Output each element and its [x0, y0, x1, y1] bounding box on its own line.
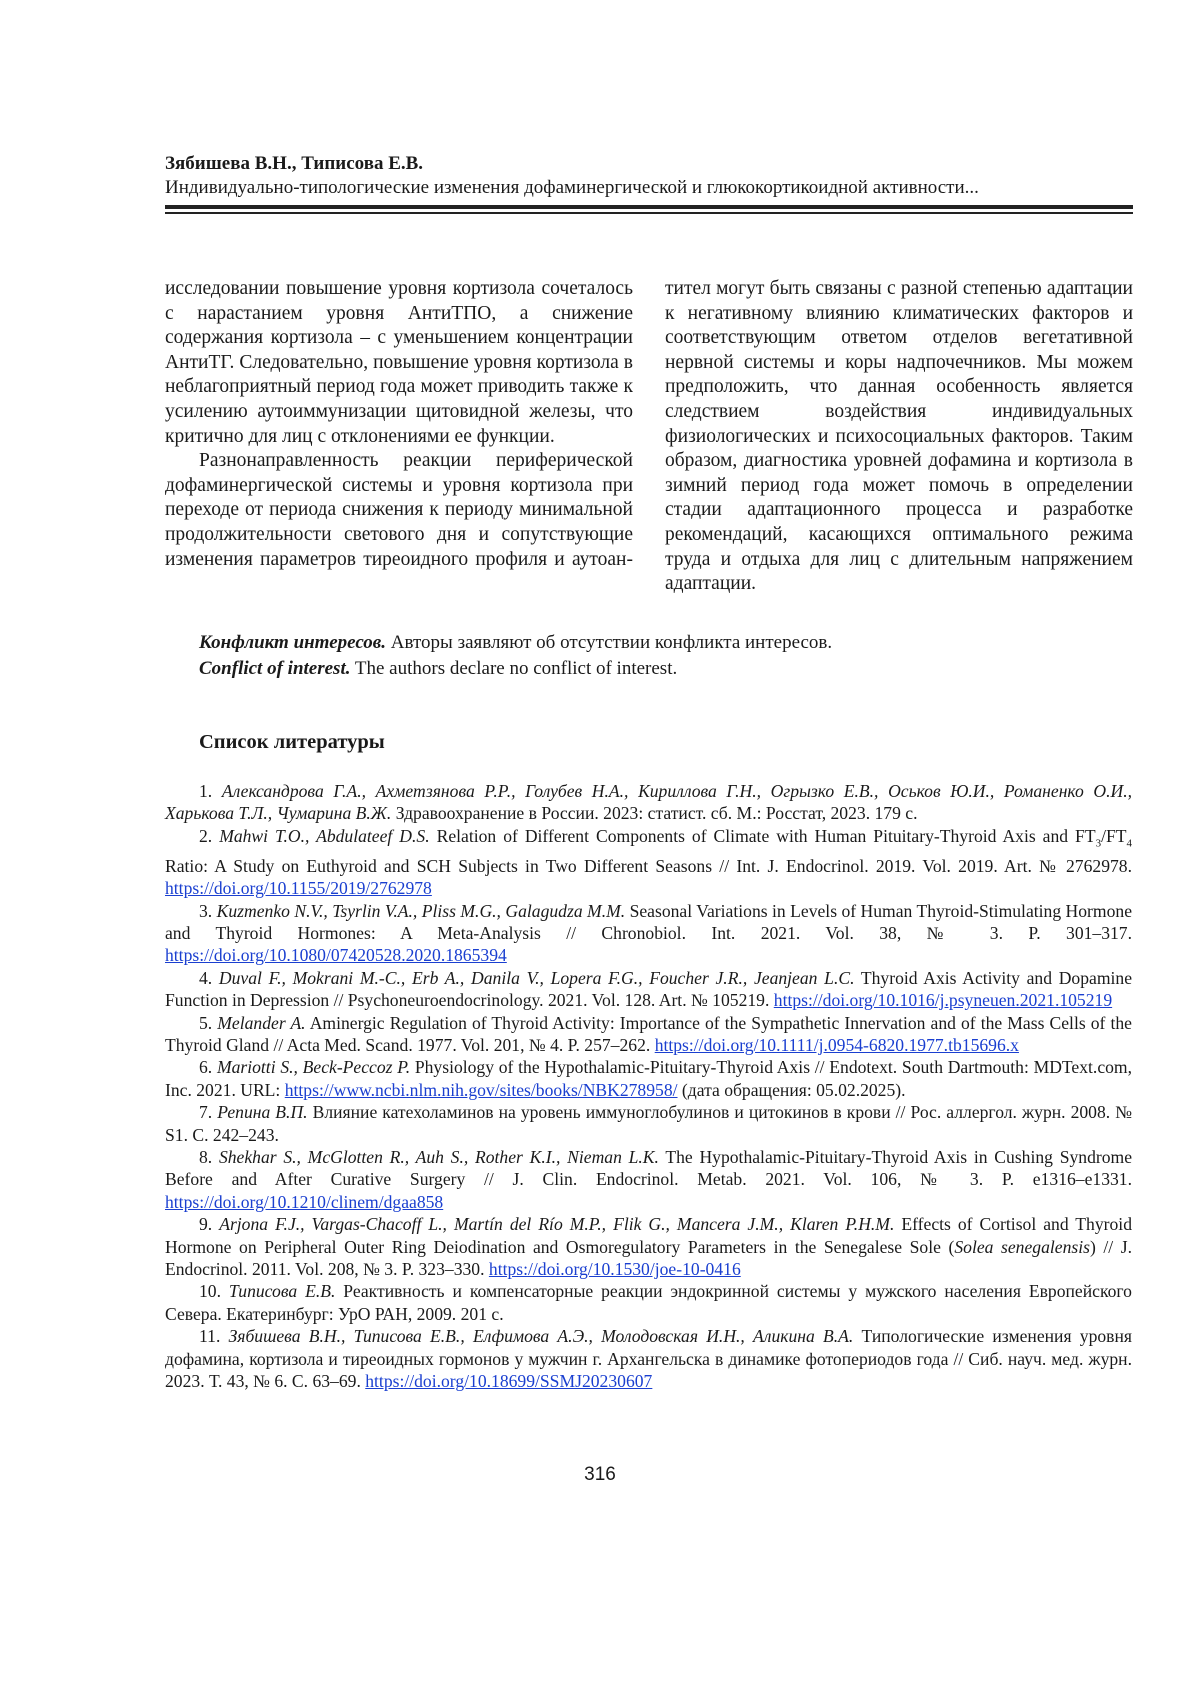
conflict-en	[199, 656, 677, 681]
reference-item	[165, 967, 1132, 1012]
reference-text: 10.	[199, 1281, 229, 1301]
reference-text: Aminergic Regulation of Thyroid Activity: Importance of the Sympathetic Innervation and of the Mass Cells of the Thyroid Gland // Acta Med. Scand. 1977. Vol. 201, № 4. P. 257–262.	[165, 1013, 1132, 1055]
reference-text: ) // J. Endocrinol. 2011. Vol. 208, № 3. P. 323–330.	[165, 1237, 1132, 1279]
reference-text: 9.	[199, 1214, 219, 1234]
reference-text: (дата обращения: 05.02.2025).	[678, 1080, 906, 1100]
reference-authors: Melander A.	[217, 1013, 305, 1033]
reference-text: 5.	[199, 1013, 217, 1033]
reference-text: Relation of Different Components of Climate with Human Pituitary-Thyroid Axis and FT	[430, 826, 1096, 846]
reference-authors: Solea senegalensis	[954, 1237, 1090, 1257]
reference-text: 11.	[199, 1326, 229, 1346]
reference-text: Seasonal Variations in Levels of Human Thyroid-Stimulating Hormone and Thyroid Hormones: A Meta-Analysis // Chronobiol. Int. 2021. Vol. 38, № 3. P. 301–317.	[165, 901, 1132, 943]
reference-text: 2.	[199, 826, 219, 846]
reference-authors: Kuzmenko N.V., Tsyrlin V.A., Pliss M.G., Galagudza M.M.	[217, 901, 626, 921]
conflict-en-text: The authors declare no conflict of interest.	[350, 658, 677, 679]
reference-text: Thyroid Axis Activity and Dopamine Function in Depression // Psychoneuroendocrinology. 2021. Vol. 128. Art. № 105219.	[165, 968, 1132, 1010]
body-paragraph: тител могут быть связаны с разной степенью адаптации к негативному влиянию климатических факторов и соответствующим ответом отделов вегетативной нервной системы и коры надпочечников. Мы можем предположить, что данная особенность является следствием воздействия индивидуальных физиологических и психосоциальных факторов. Таким образом, диагностика уровней дофамина и кортизола в зимний период года может помочь в определении стадии адаптационного процесса и разработке рекомендаций, касающихся оптимального режима труда и отдыха для лиц с длительным напряжением адаптации.	[665, 277, 1133, 597]
reference-authors: Репина В.П.	[217, 1102, 307, 1122]
reference-text: 8.	[199, 1147, 219, 1167]
reference-item	[165, 1325, 1132, 1392]
reference-authors: Александрова Г.А., Ахметзянова Р.Р., Голубев Н.А., Кириллова Г.Н., Огрызко Е.В., Оськов Ю.И., Романенко О.И., Харькова Т.Л., Чумарина В.Ж.	[165, 781, 1132, 823]
conflict-en-label: Conflict of interest.	[199, 658, 350, 679]
conflict-ru-text: Авторы заявляют об отсутствии конфликта интересов.	[386, 632, 832, 653]
reference-text: /FT	[1101, 826, 1126, 846]
reference-authors: Mariotti S., Beck-Peccoz P.	[217, 1057, 410, 1077]
reference-text: 6.	[199, 1057, 217, 1077]
reference-item	[165, 1101, 1132, 1146]
reference-item	[165, 1146, 1132, 1213]
reference-text: 7.	[199, 1102, 217, 1122]
reference-link[interactable]: https://doi.org/10.1155/2019/2762978	[165, 878, 432, 898]
body-paragraph: исследовании повышение уровня кортизола сочеталось с нарастанием уровня АнтиТПО, а снижение содержания кортизола – с уменьшением концентрации АнтиТГ. Следовательно, повышение уровня кортизола в неблагоприятный период года может приводить также к усилению аутоиммунизации щитовидной железы, что критично для лиц с отклонениями ее функции.	[165, 277, 633, 449]
reference-link[interactable]: https://doi.org/10.1210/clinem/dgaa858	[165, 1192, 443, 1212]
reference-item	[165, 825, 1132, 900]
reference-link[interactable]: https://doi.org/10.1016/j.psyneuen.2021.105219	[774, 990, 1112, 1010]
reference-link[interactable]: https://doi.org/10.18699/SSMJ20230607	[365, 1371, 652, 1391]
reference-item	[165, 1012, 1132, 1057]
reference-text: Реактивность и компенсаторные реакции эндокринной системы у мужского населения Европейского Севера. Екатеринбург: УрО РАН, 2009. 201 с.	[165, 1281, 1132, 1323]
reference-authors: Duval F., Mokrani M.-C., Erb A., Danila V., Lopera F.G., Foucher J.R., Jeanjean L.C.	[219, 968, 855, 988]
reference-item	[165, 900, 1132, 967]
header-rule-thin	[165, 212, 1133, 214]
body-paragraph: Разнонаправленность реакции периферической дофаминергической системы и уровня кортизола при переходе от периода снижения к периоду минимальной продолжительности светового дня и сопутствующие изменения параметров тиреоидного профиля и аутоан-	[165, 449, 633, 572]
subscript: 4	[1127, 837, 1133, 849]
subscript: 3	[1096, 837, 1102, 849]
references-heading: Список литературы	[199, 731, 385, 754]
page-number: 316	[0, 1464, 1200, 1486]
reference-text: Effects of Cortisol and Thyroid Hormone on Peripheral Outer Ring Deiodination and Osmoregulatory Parameters in the Senegalese Sole (	[165, 1214, 1132, 1256]
left-column	[165, 277, 633, 572]
reference-item	[165, 1213, 1132, 1280]
conflict-ru-label: Конфликт интересов.	[199, 632, 386, 653]
reference-text: 4.	[199, 968, 219, 988]
running-header	[165, 152, 1133, 200]
reference-authors: Shekhar S., McGlotten R., Auh S., Rother K.I., Nieman L.K.	[219, 1147, 659, 1167]
reference-authors: Типисова Е.В.	[229, 1281, 335, 1301]
reference-item	[165, 1280, 1132, 1325]
references-list	[165, 780, 1132, 1392]
reference-text: Physiology of the Hypothalamic-Pituitary-Thyroid Axis // Endotext. South Dartmouth: MDText.com, Inc. 2021. URL:	[165, 1057, 1132, 1099]
conflict-ru	[199, 630, 832, 655]
header-rule-thick	[165, 205, 1133, 209]
reference-text: Здравоохранение в России. 2023: статист. сб. М.: Росстат, 2023. 179 с.	[391, 803, 917, 823]
reference-link[interactable]: https://www.ncbi.nlm.nih.gov/sites/books/NBK278958/	[285, 1080, 678, 1100]
reference-item	[165, 1056, 1132, 1101]
reference-text: Типологические изменения уровня дофамина, кортизола и тиреоидных гормонов у мужчин г. Архангельска в динамике фотопериодов года // Сиб. науч. мед. журн. 2023. Т. 43, № 6. С. 63–69.	[165, 1326, 1132, 1391]
reference-text: Влияние катехоламинов на уровень иммуноглобулинов и цитокинов в крови // Рос. аллергол. журн. 2008. № S1. С. 242–243.	[165, 1102, 1132, 1144]
reference-link[interactable]: https://doi.org/10.1530/joe-10-0416	[489, 1259, 741, 1279]
reference-authors: Arjona F.J., Vargas-Chacoff L., Martín del Río M.P., Flik G., Mancera J.M., Klaren P.H.M.	[219, 1214, 894, 1234]
reference-text: Ratio: A Study on Euthyroid and SCH Subjects in Two Different Seasons // Int. J. Endocrinol. 2019. Vol. 2019. Art. № 2762978.	[165, 856, 1132, 876]
reference-link[interactable]: https://doi.org/10.1111/j.0954-6820.1977.tb15696.x	[655, 1035, 1019, 1055]
header-authors: Зябишева В.Н., Типисова Е.В.	[165, 152, 1133, 176]
reference-authors: Mahwi T.O., Abdulateef D.S.	[219, 826, 429, 846]
reference-link[interactable]: https://doi.org/10.1080/07420528.2020.1865394	[165, 945, 507, 965]
right-column	[665, 277, 1133, 597]
reference-text: 3.	[199, 901, 217, 921]
reference-authors: Зябишева В.Н., Типисова Е.В., Елфимова А.Э., Молодовская И.Н., Аликина В.А.	[229, 1326, 854, 1346]
reference-text: The Hypothalamic-Pituitary-Thyroid Axis in Cushing Syndrome Before and After Curative Surgery // J. Clin. Endocrinol. Metab. 2021. Vol. 106, № 3. P. e1316–e1331.	[165, 1147, 1132, 1189]
reference-text: 1.	[199, 781, 222, 801]
header-title: Индивидуально-типологические изменения дофаминергической и глюкокортикоидной активности...	[165, 176, 1133, 200]
reference-item	[165, 780, 1132, 825]
